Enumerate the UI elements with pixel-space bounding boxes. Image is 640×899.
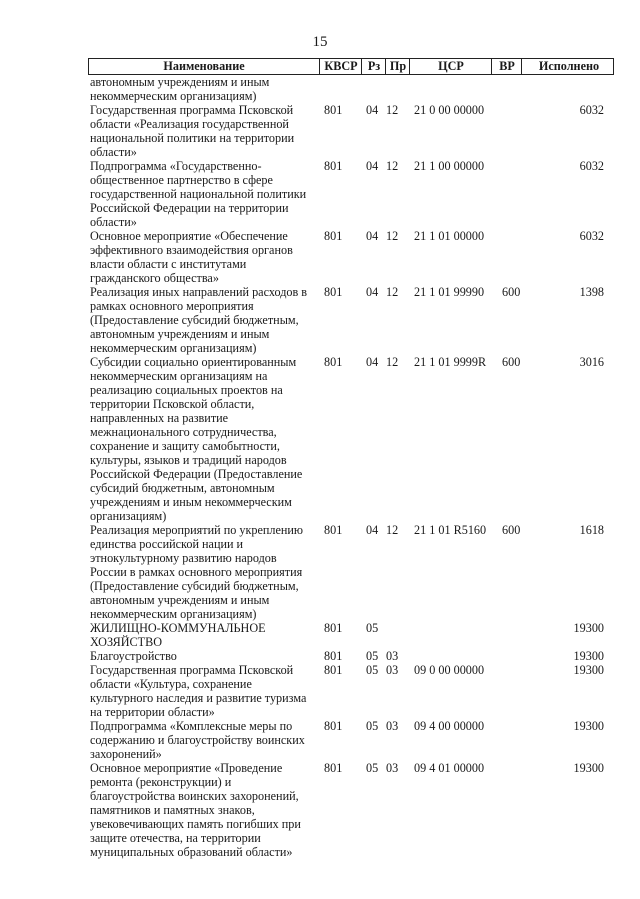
row-sum: 19300 bbox=[573, 719, 604, 733]
table-row bbox=[88, 285, 614, 355]
row-kvsr: 801 bbox=[324, 663, 343, 677]
row-pr: 03 bbox=[386, 761, 399, 775]
row-sum: 6032 bbox=[579, 229, 604, 243]
row-csr: 21 1 00 00000 bbox=[414, 159, 485, 173]
row-kvsr: 801 bbox=[324, 355, 343, 369]
row-csr: 21 0 00 00000 bbox=[414, 103, 485, 117]
row-sum: 3016 bbox=[579, 355, 604, 369]
table-row bbox=[88, 159, 614, 229]
table-row bbox=[88, 523, 614, 621]
row-name: Основное мероприятие «Проведение ремонта (реконструкции) и благоустройства воинских захоронений, памятников и памятных знаков, увековечивающих память погибших при защите отечества, на территории муниципальных образований области» bbox=[90, 761, 301, 859]
row-pr: 12 bbox=[386, 523, 399, 537]
row-rz: 05 bbox=[366, 621, 379, 635]
table-body bbox=[88, 75, 614, 859]
row-rz: 05 bbox=[366, 719, 379, 733]
row-pr: 12 bbox=[386, 229, 399, 243]
row-name: Субсидии социально ориентированным некоммерческим организациям на реализацию социальных проектов на территории Псковской области, направленных на развитие межнационального сотрудничества, сохранение и защиту самобытности, культуры, языков и традиций народов Российской Федерации (Предоставление субсидий бюджетным, автономным учреждениям и иным некоммерческим организациям) bbox=[90, 355, 303, 523]
row-csr: 09 0 00 00000 bbox=[414, 663, 485, 677]
row-csr: 21 1 01 00000 bbox=[414, 229, 485, 243]
row-pr: 12 bbox=[386, 159, 399, 173]
row-name: Реализация мероприятий по укреплению единства российской нации и этнокультурному развитию народов России в рамках основного мероприятия (Предоставление субсидий бюджетным, автономным учреждениям и иным некоммерческим организациям) bbox=[90, 523, 304, 621]
row-pr: 12 bbox=[386, 285, 399, 299]
row-name: Подпрограмма «Государственно- общественное партнерство в сфере государственной национальной политики Российской Федерации на территории области» bbox=[90, 159, 307, 229]
table-header bbox=[88, 58, 614, 75]
header-name: Наименование bbox=[163, 59, 245, 73]
row-rz: 04 bbox=[366, 523, 379, 537]
header-pr: Пр bbox=[385, 59, 410, 74]
row-csr: 21 1 01 R5160 bbox=[414, 523, 487, 537]
row-csr: 21 1 01 99990 bbox=[414, 285, 485, 299]
row-name: ЖИЛИЩНО-КОММУНАЛЬНОЕ ХОЗЯЙСТВО bbox=[90, 621, 266, 649]
row-rz: 04 bbox=[366, 159, 379, 173]
row-name: Подпрограмма «Комплексные меры по содержанию и благоустройству воинских захоронений» bbox=[90, 719, 305, 761]
row-kvsr: 801 bbox=[324, 649, 343, 663]
row-sum: 6032 bbox=[579, 159, 604, 173]
row-rz: 05 bbox=[366, 663, 379, 677]
row-pr: 03 bbox=[386, 663, 399, 677]
table-row bbox=[88, 103, 614, 159]
table-row bbox=[88, 649, 614, 663]
table-row bbox=[88, 75, 614, 103]
row-pr: 12 bbox=[386, 103, 399, 117]
row-csr: 21 1 01 9999R bbox=[414, 355, 487, 369]
row-rz: 05 bbox=[366, 761, 379, 775]
row-vr: 600 bbox=[502, 285, 521, 299]
row-kvsr: 801 bbox=[324, 159, 343, 173]
row-name: Благоустройство bbox=[90, 649, 177, 663]
row-pr: 03 bbox=[386, 719, 399, 733]
row-kvsr: 801 bbox=[324, 285, 343, 299]
row-name: Основное мероприятие «Обеспечение эффективного взаимодействия органов власти области с институтами гражданского общества» bbox=[90, 229, 293, 285]
row-name: Реализация иных направлений расходов в рамках основного мероприятия (Предоставление субсидий бюджетным, автономным учреждениям и иным некоммерческим организациям) bbox=[90, 285, 308, 355]
row-name: автономным учреждениям и иным некоммерческим организациям) bbox=[90, 75, 270, 103]
header-vr: ВР bbox=[491, 59, 522, 74]
budget-table bbox=[88, 58, 614, 859]
row-name: Государственная программа Псковской области «Реализация государственной национальной политики на территории области» bbox=[90, 103, 295, 159]
table-row bbox=[88, 761, 614, 859]
row-vr: 600 bbox=[502, 355, 521, 369]
row-kvsr: 801 bbox=[324, 103, 343, 117]
row-kvsr: 801 bbox=[324, 719, 343, 733]
row-rz: 04 bbox=[366, 103, 379, 117]
page-number: 15 bbox=[312, 34, 328, 50]
row-sum: 19300 bbox=[573, 621, 604, 635]
table-row bbox=[88, 355, 614, 523]
row-sum: 1618 bbox=[579, 523, 604, 537]
table-row bbox=[88, 229, 614, 285]
row-rz: 04 bbox=[366, 355, 379, 369]
table-row bbox=[88, 719, 614, 761]
row-sum: 6032 bbox=[579, 103, 604, 117]
row-sum: 19300 bbox=[573, 761, 604, 775]
table-row bbox=[88, 621, 614, 649]
row-pr: 03 bbox=[386, 649, 399, 663]
row-kvsr: 801 bbox=[324, 621, 343, 635]
header-rz: Рз bbox=[361, 59, 386, 74]
table-row bbox=[88, 663, 614, 719]
header-sum: Исполнено bbox=[521, 59, 616, 74]
row-csr: 09 4 01 00000 bbox=[414, 761, 485, 775]
header-kvsr: КВСР bbox=[319, 59, 362, 74]
row-rz: 04 bbox=[366, 229, 379, 243]
row-rz: 05 bbox=[366, 649, 379, 663]
row-sum: 19300 bbox=[573, 649, 604, 663]
row-rz: 04 bbox=[366, 285, 379, 299]
row-kvsr: 801 bbox=[324, 761, 343, 775]
row-sum: 19300 bbox=[573, 663, 604, 677]
row-vr: 600 bbox=[502, 523, 521, 537]
row-pr: 12 bbox=[386, 355, 399, 369]
row-name: Государственная программа Псковской области «Культура, сохранение культурного наследия и развитие туризма на территории области» bbox=[90, 663, 307, 719]
row-sum: 1398 bbox=[579, 285, 604, 299]
row-csr: 09 4 00 00000 bbox=[414, 719, 485, 733]
row-kvsr: 801 bbox=[324, 229, 343, 243]
row-kvsr: 801 bbox=[324, 523, 343, 537]
header-csr: ЦСР bbox=[409, 59, 492, 74]
